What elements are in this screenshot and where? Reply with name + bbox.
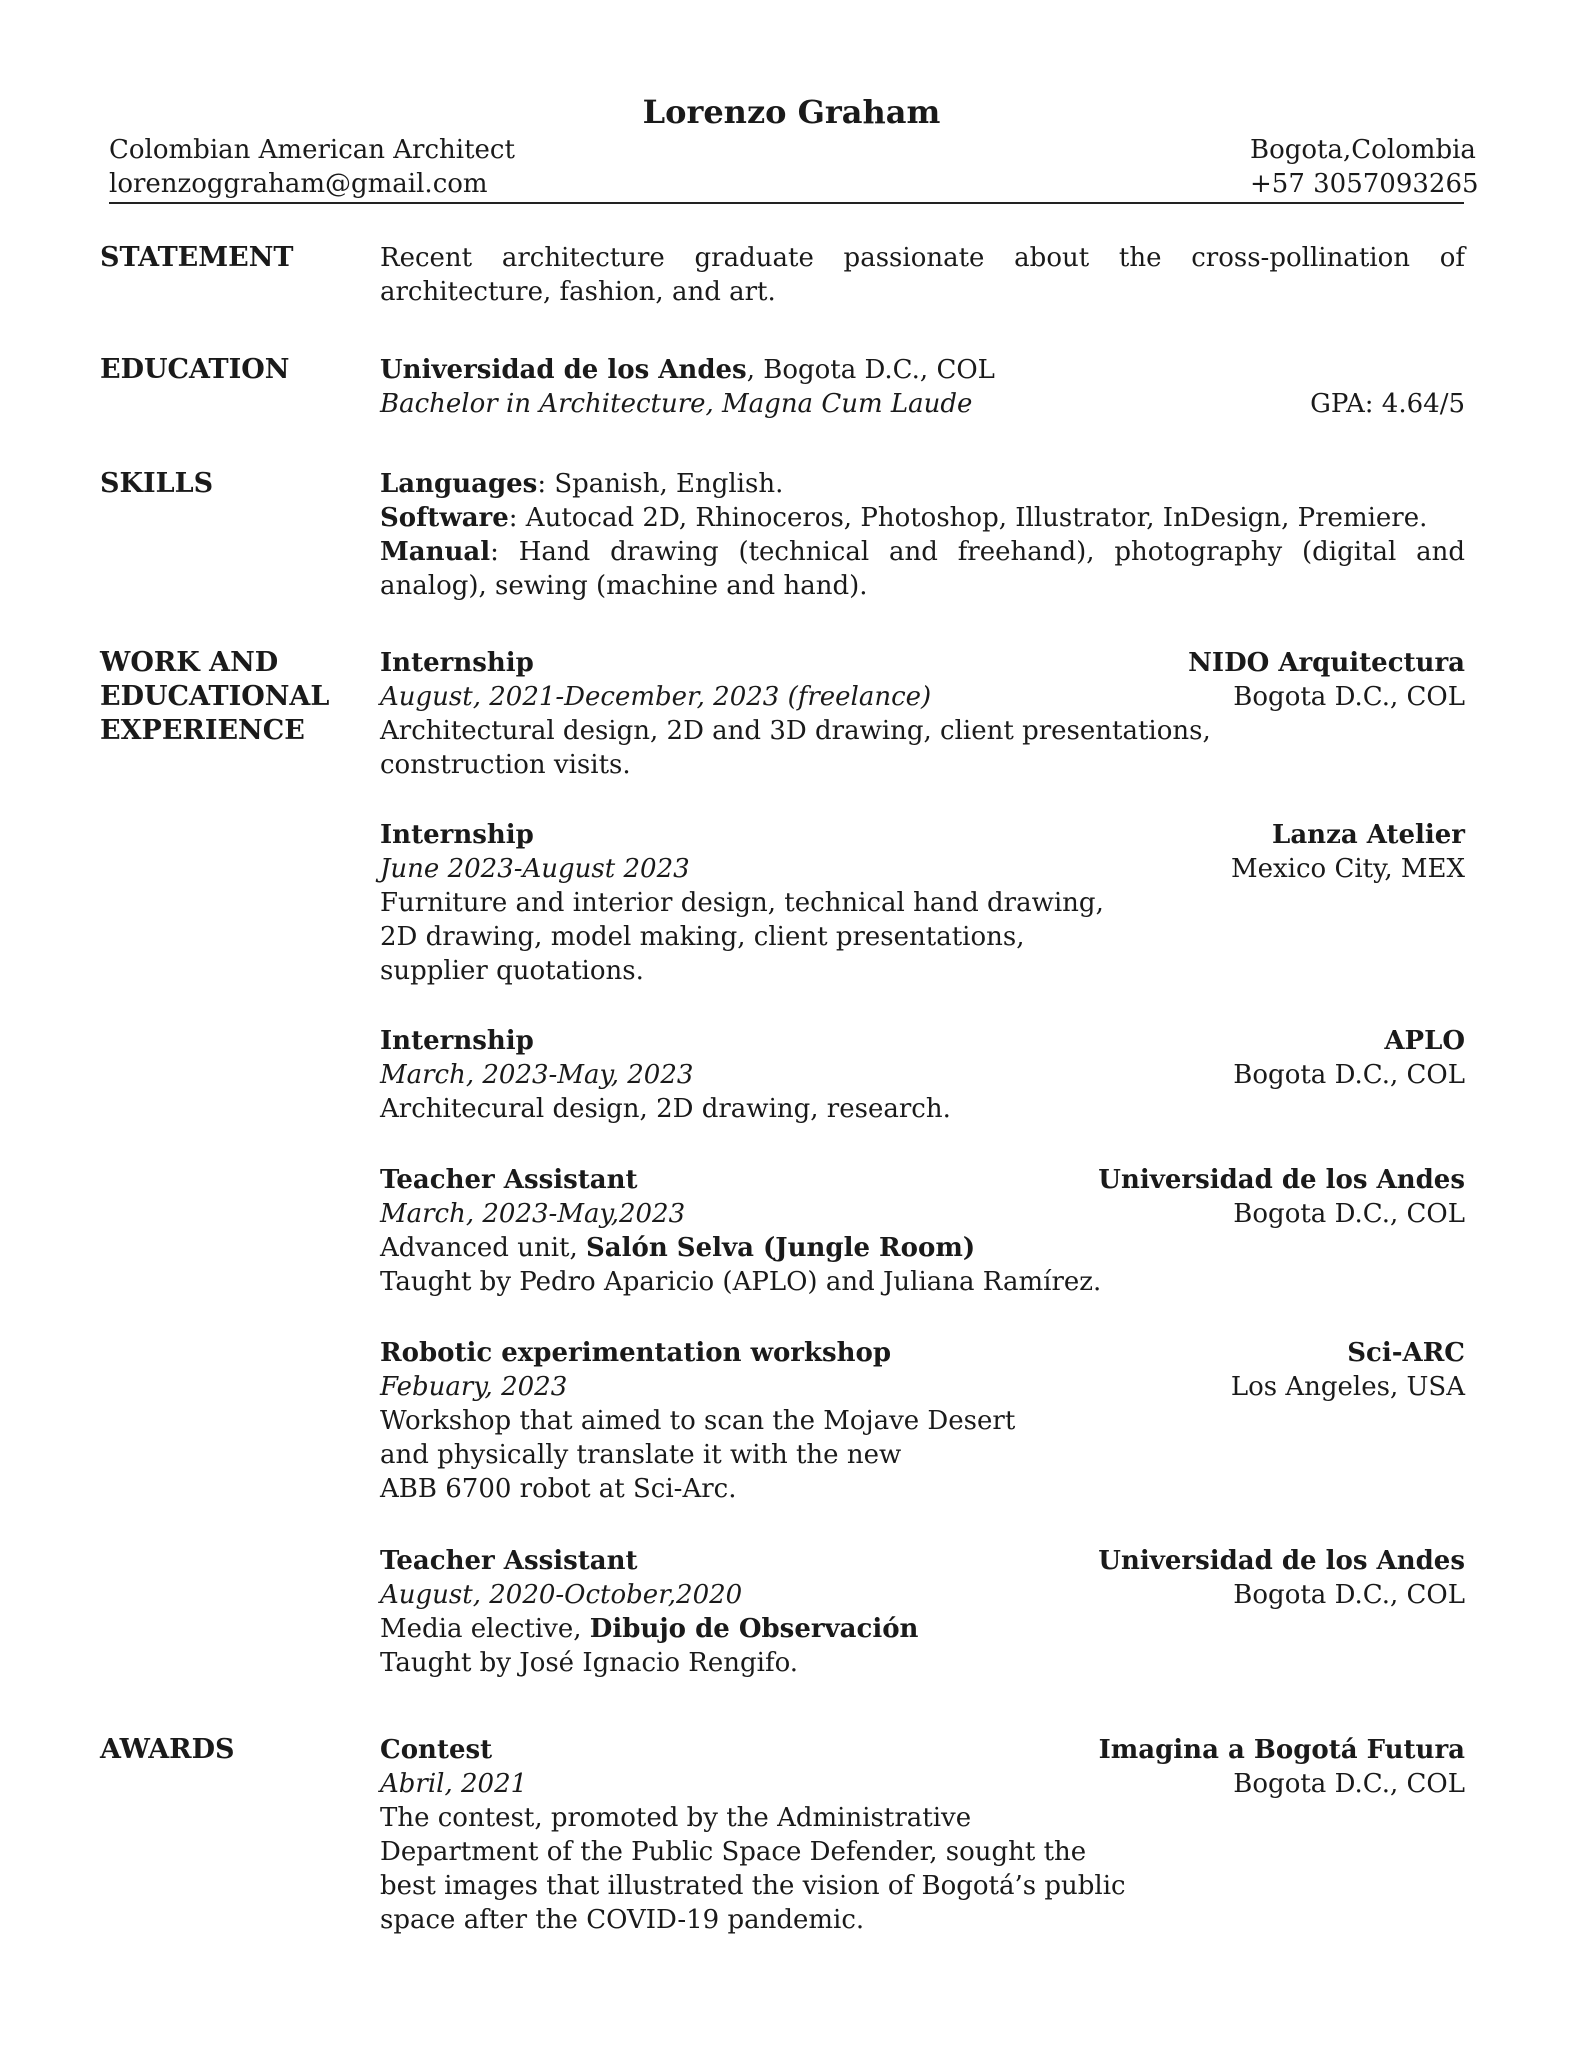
award-role: Contest <box>380 1735 493 1765</box>
awards-section <box>100 1733 1465 1933</box>
entry-description: Architecural design, 2D drawing, research. <box>380 1094 951 1124</box>
skills-body <box>380 467 1465 603</box>
location: Bogota,Colombia <box>1250 135 1476 165</box>
entry-dates: June 2023-August 2023 <box>380 854 690 884</box>
experience-entry <box>380 818 1465 988</box>
languages-value: : Spanish, English. <box>537 469 784 499</box>
manual-label: Manual <box>380 537 491 567</box>
education-body <box>380 353 1465 421</box>
experience-entry <box>380 646 1465 782</box>
entry-place: Bogota D.C., COL <box>1233 1580 1465 1610</box>
entry-org: Sci-ARC <box>1347 1338 1465 1368</box>
phone: +57 3057093265 <box>1250 169 1479 199</box>
experience-title: WORK AND EDUCATIONAL EXPERIENCE <box>100 647 330 746</box>
awards-body <box>380 1733 1465 1937</box>
experience-entry <box>380 1163 1465 1299</box>
course-type: Advanced unit, <box>380 1233 586 1263</box>
entry-place: Bogota D.C., COL <box>1233 1199 1465 1229</box>
award-description: best images that illustrated the vision of Bogotá’s public <box>380 1871 1126 1901</box>
entry-org: NIDO Arquitectura <box>1188 648 1465 678</box>
entry-description: supplier quotations. <box>380 956 644 986</box>
entry-org: Universidad de los Andes <box>1098 1546 1465 1576</box>
course-name: Salón Selva (Jungle Room) <box>586 1233 976 1263</box>
experience-section <box>100 646 1465 1696</box>
entry-description <box>380 1231 975 1265</box>
entry-dates: August, 2020-October,2020 <box>380 1580 743 1610</box>
manual-value: : Hand drawing (technical and freehand), photography (digital and analog), sewing (machine and hand). <box>380 537 1465 601</box>
award-org: Imagina a Bogotá Futura <box>1098 1735 1465 1765</box>
entry-role: Teacher Assistant <box>380 1165 638 1195</box>
entry-role: Internship <box>380 820 534 850</box>
award-dates: Abril, 2021 <box>380 1769 528 1799</box>
entry-description: construction visits. <box>380 750 631 780</box>
experience-entry <box>380 1024 1465 1126</box>
header-divider <box>109 202 1464 204</box>
entry-description: 2D drawing, model making, client presentations, <box>380 922 1025 952</box>
software-label: Software <box>380 503 509 533</box>
entry-place: Los Angeles, USA <box>1230 1372 1465 1402</box>
education-title: EDUCATION <box>100 354 290 385</box>
entry-place: Bogota D.C., COL <box>1233 1060 1465 1090</box>
entry-org: APLO <box>1384 1026 1465 1056</box>
entry-description: Architectural design, 2D and 3D drawing, client presentations, <box>380 716 1211 746</box>
course-name: Dibujo de Observación <box>589 1614 919 1644</box>
awards-title: AWARDS <box>100 1734 235 1765</box>
gpa: GPA: 4.64/5 <box>1310 389 1465 419</box>
entry-role: Internship <box>380 648 534 678</box>
statement-text: Recent architecture graduate passionate about the cross-pollination of architecture, fashion, and art. <box>380 243 1465 307</box>
entry-description: Taught by Pedro Aparicio (APLO) and Juliana Ramírez. <box>380 1267 1102 1297</box>
experience-entry <box>380 1544 1465 1680</box>
entry-dates: Febuary, 2023 <box>380 1372 568 1402</box>
entry-role: Internship <box>380 1026 534 1056</box>
statement-title: STATEMENT <box>100 242 294 273</box>
school-location: , Bogota D.C., COL <box>746 355 995 385</box>
school-name: Universidad de los Andes <box>380 355 747 385</box>
experience-body <box>380 646 1465 1696</box>
award-place: Bogota D.C., COL <box>1233 1769 1465 1799</box>
degree: Bachelor in Architecture, Magna Cum Laude <box>380 389 973 419</box>
languages-label: Languages <box>380 469 538 499</box>
skill-software <box>380 501 1465 535</box>
entry-description: Workshop that aimed to scan the Mojave Desert <box>380 1406 1016 1436</box>
entry-dates: March, 2023-May, 2023 <box>380 1060 694 1090</box>
entry-description: and physically translate it with the new <box>380 1440 902 1470</box>
entry-dates: August, 2021-December, 2023 (freelance) <box>380 682 932 712</box>
entry-description: ABB 6700 robot at Sci-Arc. <box>380 1474 737 1504</box>
award-description: The contest, promoted by the Administrative <box>380 1803 972 1833</box>
entry-dates: March, 2023-May,2023 <box>380 1199 686 1229</box>
skills-title: SKILLS <box>100 468 214 499</box>
entry-description: Furniture and interior design, technical hand drawing, <box>380 888 1104 918</box>
course-type: Media elective, <box>380 1614 590 1644</box>
entry-org: Lanza Atelier <box>1272 820 1465 850</box>
software-value: : Autocad 2D, Rhinoceros, Photoshop, Illustrator, InDesign, Premiere. <box>508 503 1428 533</box>
entry-description <box>380 1612 918 1646</box>
email: lorenzoggraham@gmail.com <box>109 169 488 199</box>
skill-languages <box>380 467 1465 501</box>
skill-manual <box>380 535 1465 603</box>
entry-place: Bogota D.C., COL <box>1233 682 1465 712</box>
subtitle: Colombian American Architect <box>109 135 515 165</box>
resume-name: Lorenzo Graham <box>642 93 941 131</box>
experience-entry <box>380 1336 1465 1506</box>
entry-place: Mexico City, MEX <box>1231 854 1465 884</box>
award-description: space after the COVID-19 pandemic. <box>380 1905 865 1935</box>
entry-role: Teacher Assistant <box>380 1546 638 1576</box>
entry-role: Robotic experimentation workshop <box>380 1338 892 1368</box>
award-description: Department of the Public Space Defender, sought the <box>380 1837 1087 1867</box>
entry-org: Universidad de los Andes <box>1098 1165 1465 1195</box>
entry-description: Taught by José Ignacio Rengifo. <box>380 1648 799 1678</box>
